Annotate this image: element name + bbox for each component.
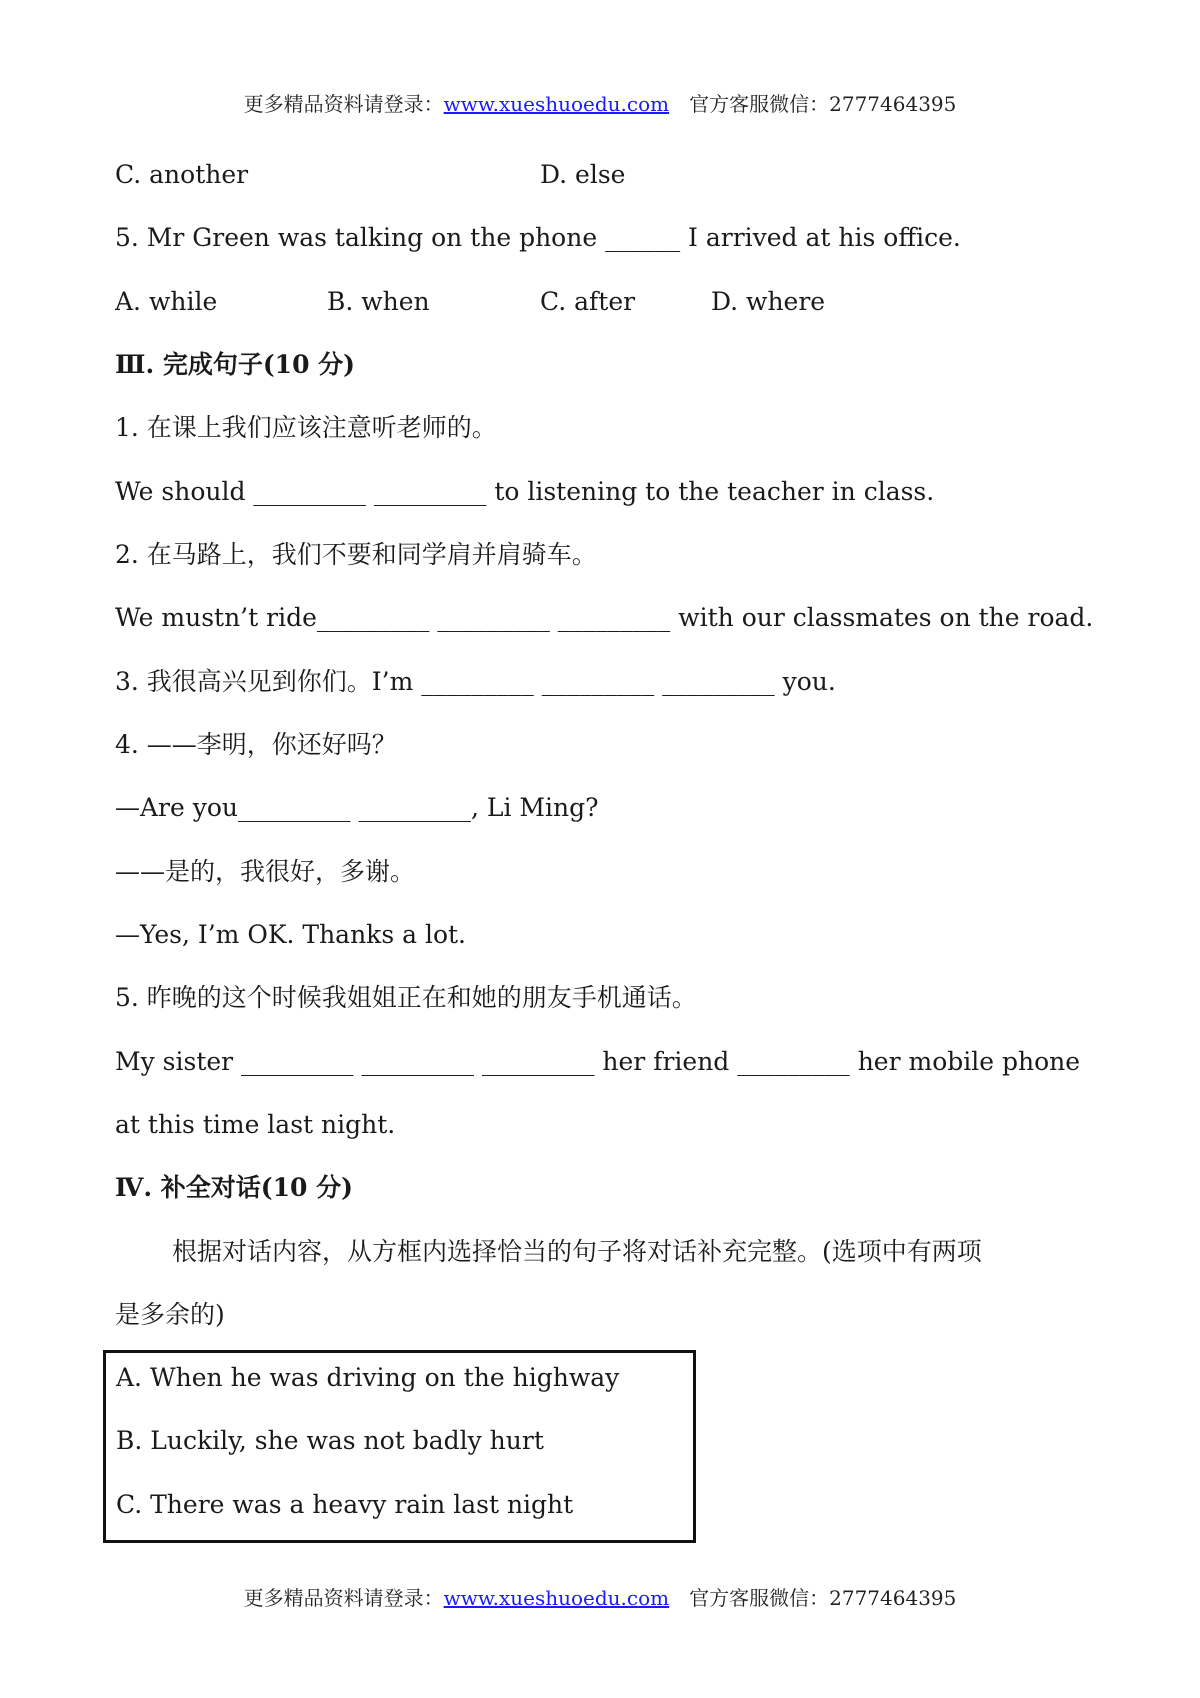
s3-item: 1. 在课上我们应该注意听老师的。 <box>115 413 497 442</box>
s3-item: 3. 我很高兴见到你们。I’m _________ _________ _________ you. <box>115 667 836 696</box>
s3-item: —Are you_________ _________, Li Ming? <box>115 793 599 822</box>
box-option-c: C. There was a heavy rain last night <box>116 1490 574 1519</box>
header-prefix: 更多精品资料请登录： <box>243 92 444 116</box>
page-footer <box>0 1582 1200 1611</box>
q5-option-b: B. when <box>327 287 430 316</box>
s3-item: at this time last night. <box>115 1110 396 1139</box>
box-option-b: B. Luckily, she was not badly hurt <box>116 1426 544 1455</box>
s3-item: 5. 昨晚的这个时候我姐姐正在和她的朋友手机通话。 <box>115 983 697 1012</box>
q4-option-c: C. another <box>115 160 249 189</box>
section-3-title: Ⅲ. 完成句子(10 分) <box>115 350 356 379</box>
q5-option-a: A. while <box>115 287 218 316</box>
q4-option-d: D. else <box>540 160 626 189</box>
box-option-a: A. When he was driving on the highway <box>116 1363 620 1392</box>
s3-item: My sister _________ _________ _________ her friend _________ her mobile phone <box>115 1047 1081 1076</box>
s3-item: We should _________ _________ to listening to the teacher in class. <box>115 477 935 506</box>
s4-instruction: 根据对话内容，从方框内选择恰当的句子将对话补充完整。(选项中有两项 <box>172 1237 982 1266</box>
s3-item: 2. 在马路上，我们不要和同学肩并肩骑车。 <box>115 540 597 569</box>
footer-prefix: 更多精品资料请登录： <box>243 1586 444 1610</box>
s3-item: —Yes, I’m OK. Thanks a lot. <box>115 920 466 949</box>
footer-suffix: 官方客服微信：2777464395 <box>689 1586 957 1610</box>
s3-item: 4. ——李明，你还好吗？ <box>115 730 397 759</box>
q5-option-d: D. where <box>711 287 826 316</box>
q5-option-c: C. after <box>540 287 636 316</box>
s3-item: We mustn’t ride_________ _________ _________ with our classmates on the road. <box>115 603 1094 632</box>
header-suffix: 官方客服微信：2777464395 <box>689 92 957 116</box>
q5-stem: 5. Mr Green was talking on the phone ______ I arrived at his office. <box>115 223 961 252</box>
s4-instruction-cont: 是多余的) <box>115 1300 225 1329</box>
section-4-title: Ⅳ. 补全对话(10 分) <box>115 1173 353 1202</box>
header-link[interactable]: www.xueshuoedu.com <box>443 92 670 116</box>
page-header <box>0 88 1200 117</box>
footer-link[interactable]: www.xueshuoedu.com <box>443 1586 670 1610</box>
s3-item: ——是的，我很好，多谢。 <box>115 857 416 886</box>
options-box <box>103 1350 696 1543</box>
